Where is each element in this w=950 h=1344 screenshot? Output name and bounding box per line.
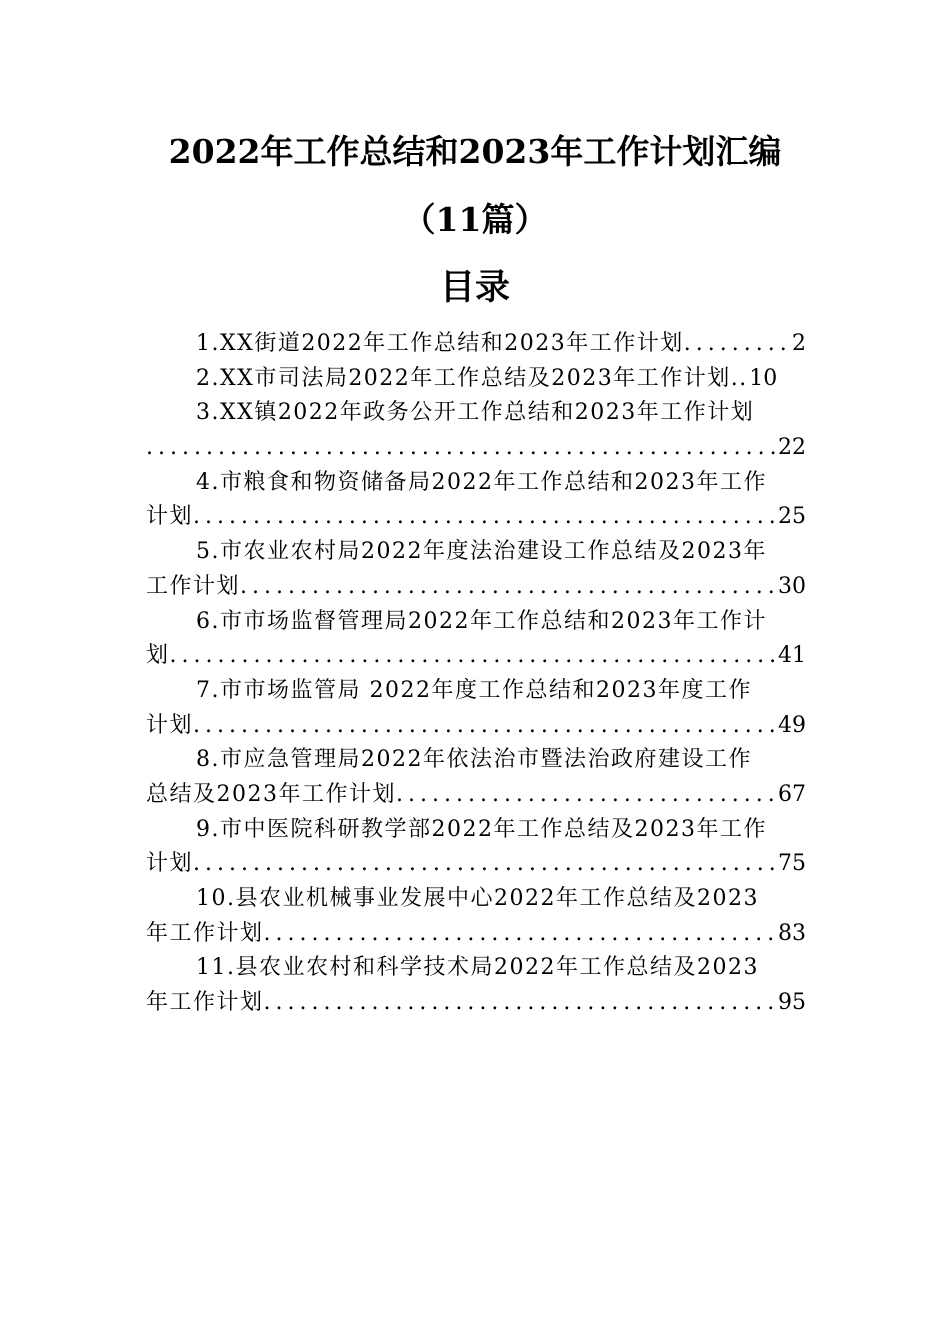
toc-leader-dots (264, 917, 778, 952)
toc-entry[interactable] (146, 396, 806, 465)
toc-entry-title: 3.XX镇2022年政务公开工作总结和2023年工作计划 (196, 400, 755, 426)
toc-entry[interactable] (146, 674, 806, 743)
toc-entry-page: 75 (778, 851, 806, 877)
toc-entry[interactable] (146, 951, 806, 1020)
toc-entry-page: 30 (778, 573, 806, 599)
toc-entry-title: 11.县农业农村和科学技术局2022年工作总结及2023 (196, 955, 759, 981)
toc-entry-title: 10.县农业机械事业发展中心2022年工作总结及2023 (196, 886, 759, 911)
toc-entry[interactable] (146, 466, 806, 535)
toc-entry-title-cont: 计划 (146, 851, 194, 877)
toc-entry-page: 2 (792, 331, 806, 356)
toc-entry-title-cont: 划 (146, 643, 170, 669)
toc-leader-dots (193, 847, 778, 882)
toc-leader-dots (146, 431, 778, 466)
toc-entry-title-cont: 总结及2023年工作计划 (146, 781, 396, 807)
toc-entry-title: 5.市农业农村局2022年度法治建设工作总结及2023年 (196, 539, 767, 565)
toc-entry-page: 41 (778, 643, 806, 669)
toc-entry-title-cont: 计划 (146, 504, 194, 530)
toc-entry-title-cont: 年工作计划 (146, 990, 264, 1016)
toc-entry-page: 95 (778, 990, 806, 1016)
toc-entry[interactable] (146, 535, 806, 604)
toc-leader-dots (193, 709, 778, 744)
toc-entry[interactable] (146, 882, 806, 951)
toc-heading: 目录 (439, 267, 510, 308)
toc-leader-dots (739, 362, 749, 397)
toc-entry[interactable] (146, 362, 806, 397)
toc-leader-dots (684, 327, 792, 362)
toc-leader-dots (396, 778, 778, 813)
toc-entry-page: 22 (778, 435, 806, 461)
toc-entry-page: 67 (778, 781, 806, 807)
toc-entry-page: 83 (778, 920, 806, 946)
toc-entry-title: 2.XX市司法局2022年工作总结及2023年工作计划. (196, 365, 740, 391)
toc-entry-title: 7.市市场监管局 2022年度工作总结和2023年度工作 (196, 677, 752, 703)
toc-entry-page: 10 (749, 365, 778, 391)
toc-entry[interactable] (146, 743, 806, 812)
toc-entry-title: 4.市粮食和物资储备局2022年工作总结和2023年工作 (196, 469, 767, 495)
toc-leader-dots (193, 500, 778, 535)
toc-entry-title-cont: 工作计划 (146, 573, 241, 599)
table-of-contents (146, 327, 806, 1021)
toc-entry[interactable] (146, 813, 806, 882)
toc-leader-dots (264, 986, 778, 1021)
toc-entry-title: 1.XX街道2022年工作总结和2023年工作计划 (196, 331, 684, 356)
toc-entry-title-cont: 年工作计划 (146, 920, 264, 946)
toc-entry-title: 9.市中医院科研教学部2022年工作总结及2023年工作 (196, 816, 767, 842)
toc-leader-dots (240, 570, 778, 605)
document-subtitle: （11篇） (402, 200, 548, 239)
toc-entry-page: 25 (778, 504, 806, 530)
toc-entry[interactable] (146, 327, 806, 362)
toc-leader-dots (170, 639, 778, 674)
toc-entry-title: 6.市市场监督管理局2022年工作总结和2023年工作计 (196, 608, 767, 634)
toc-entry-title-cont: 计划 (146, 712, 194, 738)
document-title: 2022年工作总结和2023年工作计划汇编 (168, 132, 782, 171)
toc-entry-page: 49 (778, 712, 806, 738)
toc-entry[interactable] (146, 605, 806, 674)
toc-entry-title: 8.市应急管理局2022年依法治市暨法治政府建设工作 (196, 747, 752, 773)
